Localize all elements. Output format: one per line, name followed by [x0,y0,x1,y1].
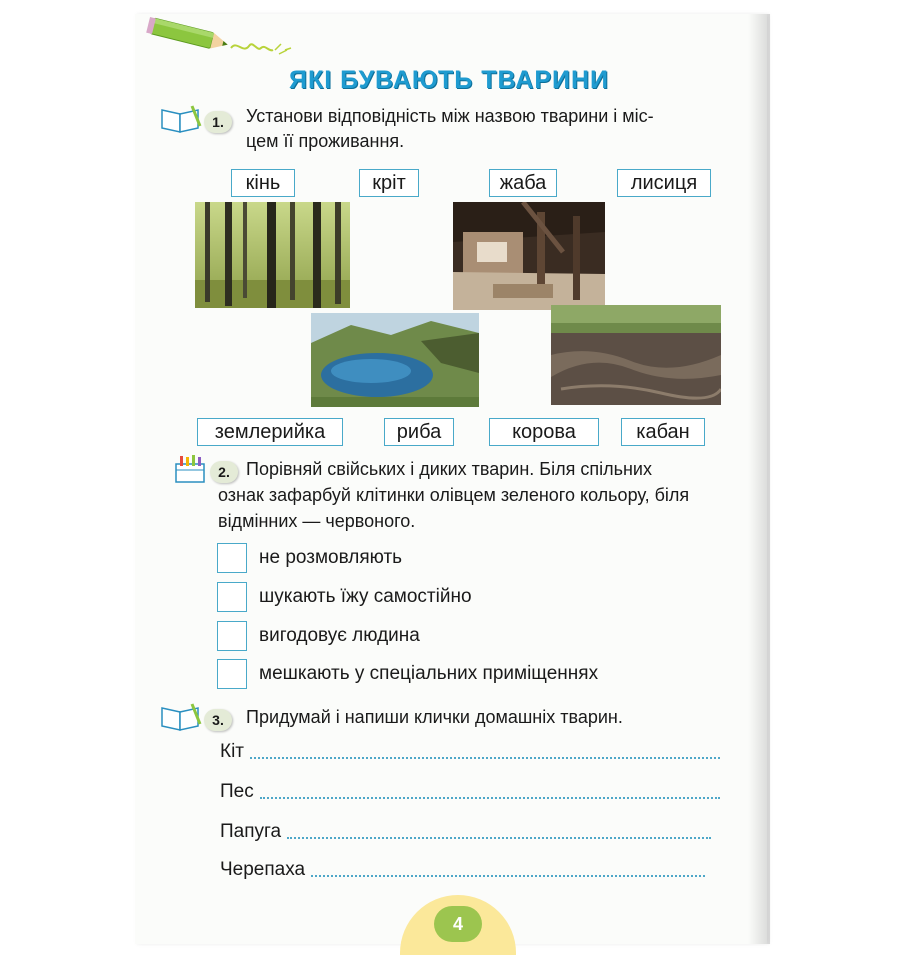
pencil-icon [145,14,305,69]
forest-photo [195,202,350,308]
word-box-boar[interactable]: кабан [621,418,705,446]
word-box-shrew[interactable]: землерийка [197,418,343,446]
word-box-fish[interactable]: риба [384,418,454,446]
word-box-fox[interactable]: лисиця [617,169,711,197]
task-3-badge [160,702,232,737]
check-item-3 [217,621,420,651]
name-row-turtle [220,859,705,881]
checkbox-1[interactable] [217,543,247,573]
name-line-turtle[interactable] [311,874,705,877]
book-pencil-icon [160,104,204,139]
check-item-2 [217,582,472,612]
word-box-horse[interactable]: кінь [231,169,295,197]
page-binding-shadow [748,14,770,944]
checkbox-4[interactable] [217,659,247,689]
check-label-4: мешкають у спеціальних приміщеннях [259,663,599,684]
task-3-number: 3. [204,709,232,731]
page-number: 4 [434,906,482,942]
task-1-line-2: цем її проживання. [246,131,405,151]
checkbox-3[interactable] [217,621,247,651]
pencils-box-icon [174,454,206,489]
task-1-number: 1. [204,111,232,133]
task-2-line-3: відмінних — червоного. [218,511,416,531]
swamp-photo [551,305,721,405]
name-label-parrot: Папуга [220,821,282,842]
word-box-mole[interactable]: кріт [359,169,419,197]
checkbox-2[interactable] [217,582,247,612]
name-line-dog[interactable] [260,796,720,799]
check-label-3: вигодовує людина [259,625,420,646]
name-row-cat [220,741,720,763]
name-label-cat: Кіт [220,741,244,762]
task-1-line-1: Установи відповідність між назвою тварини і міс- [246,106,654,126]
book-pencil-icon [160,702,204,737]
check-label-2: шукають їжу самостійно [259,586,472,607]
name-row-dog [220,781,720,803]
name-label-dog: Пес [220,781,254,802]
name-line-cat[interactable] [250,756,720,759]
task-3-text: Придумай і напиши клички домашніх тварин. [246,707,623,727]
check-item-1 [217,543,402,573]
page-title: ЯКІ БУВАЮТЬ ТВАРИНИ [289,66,610,94]
check-item-4 [217,659,598,689]
word-box-cow[interactable]: корова [489,418,599,446]
barn-photo [453,202,605,310]
task-2-line-2: ознак зафарбуй клітинки олівцем зеленого кольору, біля [218,485,690,505]
name-label-turtle: Черепаха [220,859,306,880]
task-1-badge [160,104,232,139]
task-2-line-1: Порівняй свійських і диких тварин. Біля спільних [246,459,652,479]
check-label-1: не розмовляють [259,547,403,568]
name-line-parrot[interactable] [287,836,711,839]
word-box-frog[interactable]: жаба [489,169,557,197]
name-row-parrot [220,821,711,843]
task-2-number: 2. [210,461,238,483]
lake-photo [311,313,479,407]
